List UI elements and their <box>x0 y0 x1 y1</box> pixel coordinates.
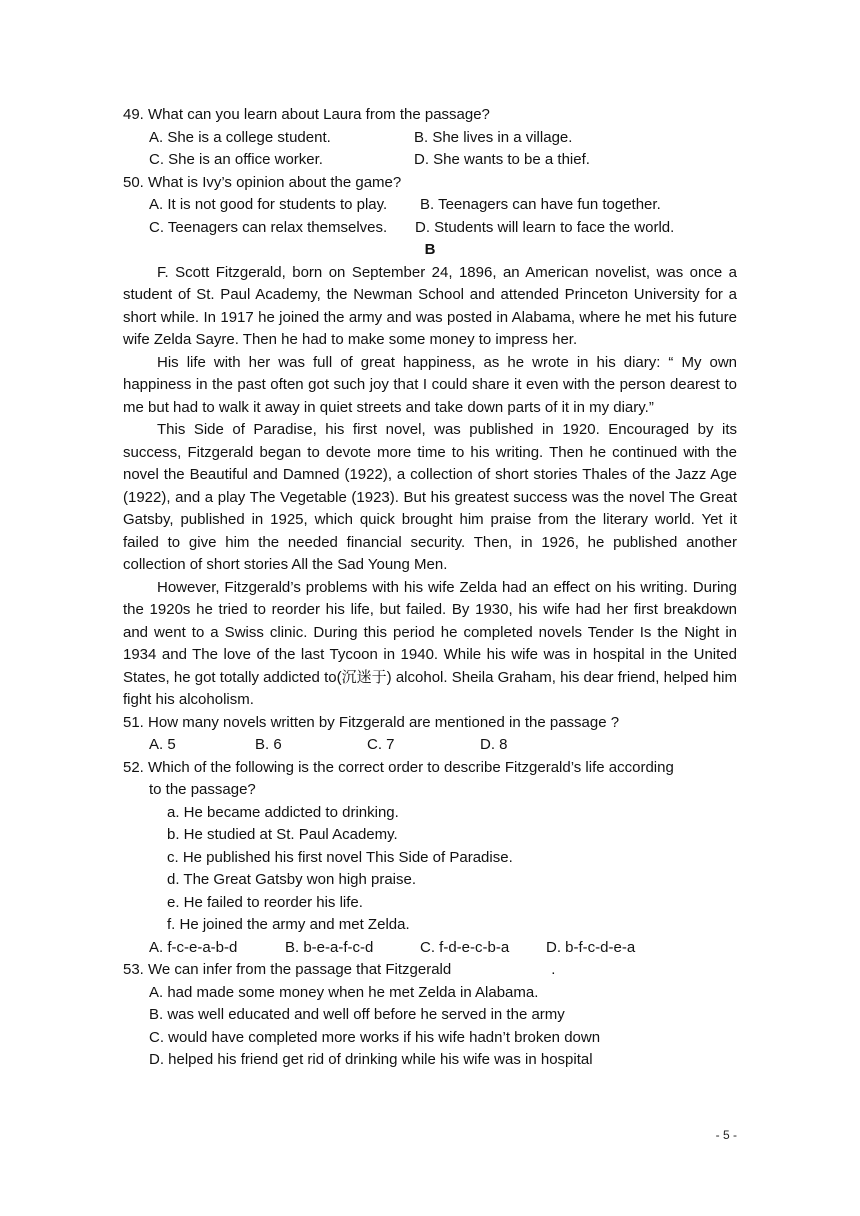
q53-option-d: D. helped his friend get rid of drinking while his wife was in hospital <box>149 1051 593 1068</box>
section-b-heading: B <box>424 241 436 258</box>
question-52-stem: 52. Which of the following is the correct order to describe Fitzgerald’s life according <box>123 758 674 776</box>
passage-paragraph: F. Scott Fitzgerald, born on September 24, 1896, an American novelist, was once a student of St. Paul Academy, the Newman School and attended Princeton University for a short while. In 1917 he joined the army and was posted in Alabama, where he met his future wife Zelda Sayre. Then he had to make some money to impress her. <box>123 263 737 348</box>
document-page <box>123 104 737 1072</box>
q52-event-d: d. The Great Gatsby won high praise. <box>167 871 417 888</box>
question-51-options <box>123 734 737 757</box>
question-51-stem: 51. How many novels written by Fitzgerald are mentioned in the passage ? <box>123 713 620 731</box>
q53-option-c: C. would have completed more works if his wife hadn’t broken down <box>149 1028 601 1046</box>
question-50-stem: 50. What is Ivy’s opinion about the game? <box>123 173 402 191</box>
question-52-stem-continued: to the passage? <box>149 781 256 798</box>
q50-option-b: B. Teenagers can have fun together. <box>420 196 661 213</box>
q52-event-f: f. He joined the army and met Zelda. <box>167 916 410 933</box>
q51-option-c: C. 7 <box>367 736 395 753</box>
page-number: - 5 - <box>715 1128 737 1142</box>
q51-option-a: A. 5 <box>149 736 176 753</box>
q51-option-d: D. 8 <box>480 736 508 753</box>
question-53-stem <box>123 959 737 982</box>
q51-option-b: B. 6 <box>255 736 282 753</box>
question-53-stem-text: 53. We can infer from the passage that Fitzgerald <box>123 961 452 978</box>
question-49-options-row-1 <box>123 127 737 150</box>
q49-option-d: D. She wants to be a thief. <box>414 151 590 168</box>
q53-option-a: A. had made some money when he met Zelda in Alabama. <box>149 983 539 1001</box>
q50-option-a: A. It is not good for students to play. <box>149 196 388 213</box>
passage-paragraph: His life with her was full of great happiness, as he wrote in his diary: “ My own happiness in the past often got such joy that I could share it even with the person dearest to me but had to walk it away in quiet streets and take down parts of it in my diary.” <box>123 353 737 416</box>
q52-option-d: D. b-f-c-d-e-a <box>546 938 636 956</box>
question-50-options-row-1 <box>123 194 737 217</box>
passage-b <box>123 262 737 712</box>
q50-option-d: D. Students will learn to face the world. <box>415 218 675 236</box>
question-49-options-row-2 <box>123 149 737 172</box>
q52-event-e: e. He failed to reorder his life. <box>167 893 363 911</box>
q50-option-c: C. Teenagers can relax themselves. <box>149 218 388 236</box>
q52-event-b: b. He studied at St. Paul Academy. <box>167 826 398 843</box>
question-52-options <box>123 937 737 960</box>
question-50-options-row-2 <box>123 217 737 240</box>
q52-event-a: a. He became addicted to drinking. <box>167 803 399 821</box>
q49-option-c: C. She is an office worker. <box>149 151 323 168</box>
q53-option-b: B. was well educated and well off before he served in the army <box>149 1006 565 1023</box>
question-49-stem: 49. What can you learn about Laura from the passage? <box>123 106 490 123</box>
question-53-stem-end: . <box>551 961 556 978</box>
q49-option-b: B. She lives in a village. <box>414 128 573 146</box>
q52-event-c: c. He published his first novel This Side of Paradise. <box>167 848 513 866</box>
q49-option-a: A. She is a college student. <box>149 128 331 146</box>
q52-option-b: B. b-e-a-f-c-d <box>285 938 374 956</box>
passage-paragraph: This Side of Paradise, his first novel, was published in 1920. Encouraged by its success, Fitzgerald began to devote more time to his writing. Then he continued with the novel the Beautiful and Damned (1922), a collection of short stories Thales of the Jazz Age (1922), and a play The Vegetable (1923). But his greatest success was the novel The Great Gatsby, published in 1925, which quick brought him praise from the literary world. Yet it failed to give him the needed financial security. Then, in 1926, he published another collection of short stories All the Sad Young Men. <box>123 421 737 573</box>
passage-paragraph: However, Fitzgerald’s problems with his wife Zelda had an effect on his writing. During the 1920s he tried to reorder his life, but failed. By 1930, his wife had her first breakdown and went to a Swiss clinic. During this period he completed novels Tender Is the Night in 1934 and The love of the last Tycoon in 1940. While his wife was in hospital in the United States, he got totally addicted to(沉迷于) alcohol. Sheila Graham, his dear friend, helped him fight his alcoholism. <box>123 578 737 708</box>
q52-option-a: A. f-c-e-a-b-d <box>149 938 238 956</box>
q52-option-c: C. f-d-e-c-b-a <box>420 938 510 956</box>
